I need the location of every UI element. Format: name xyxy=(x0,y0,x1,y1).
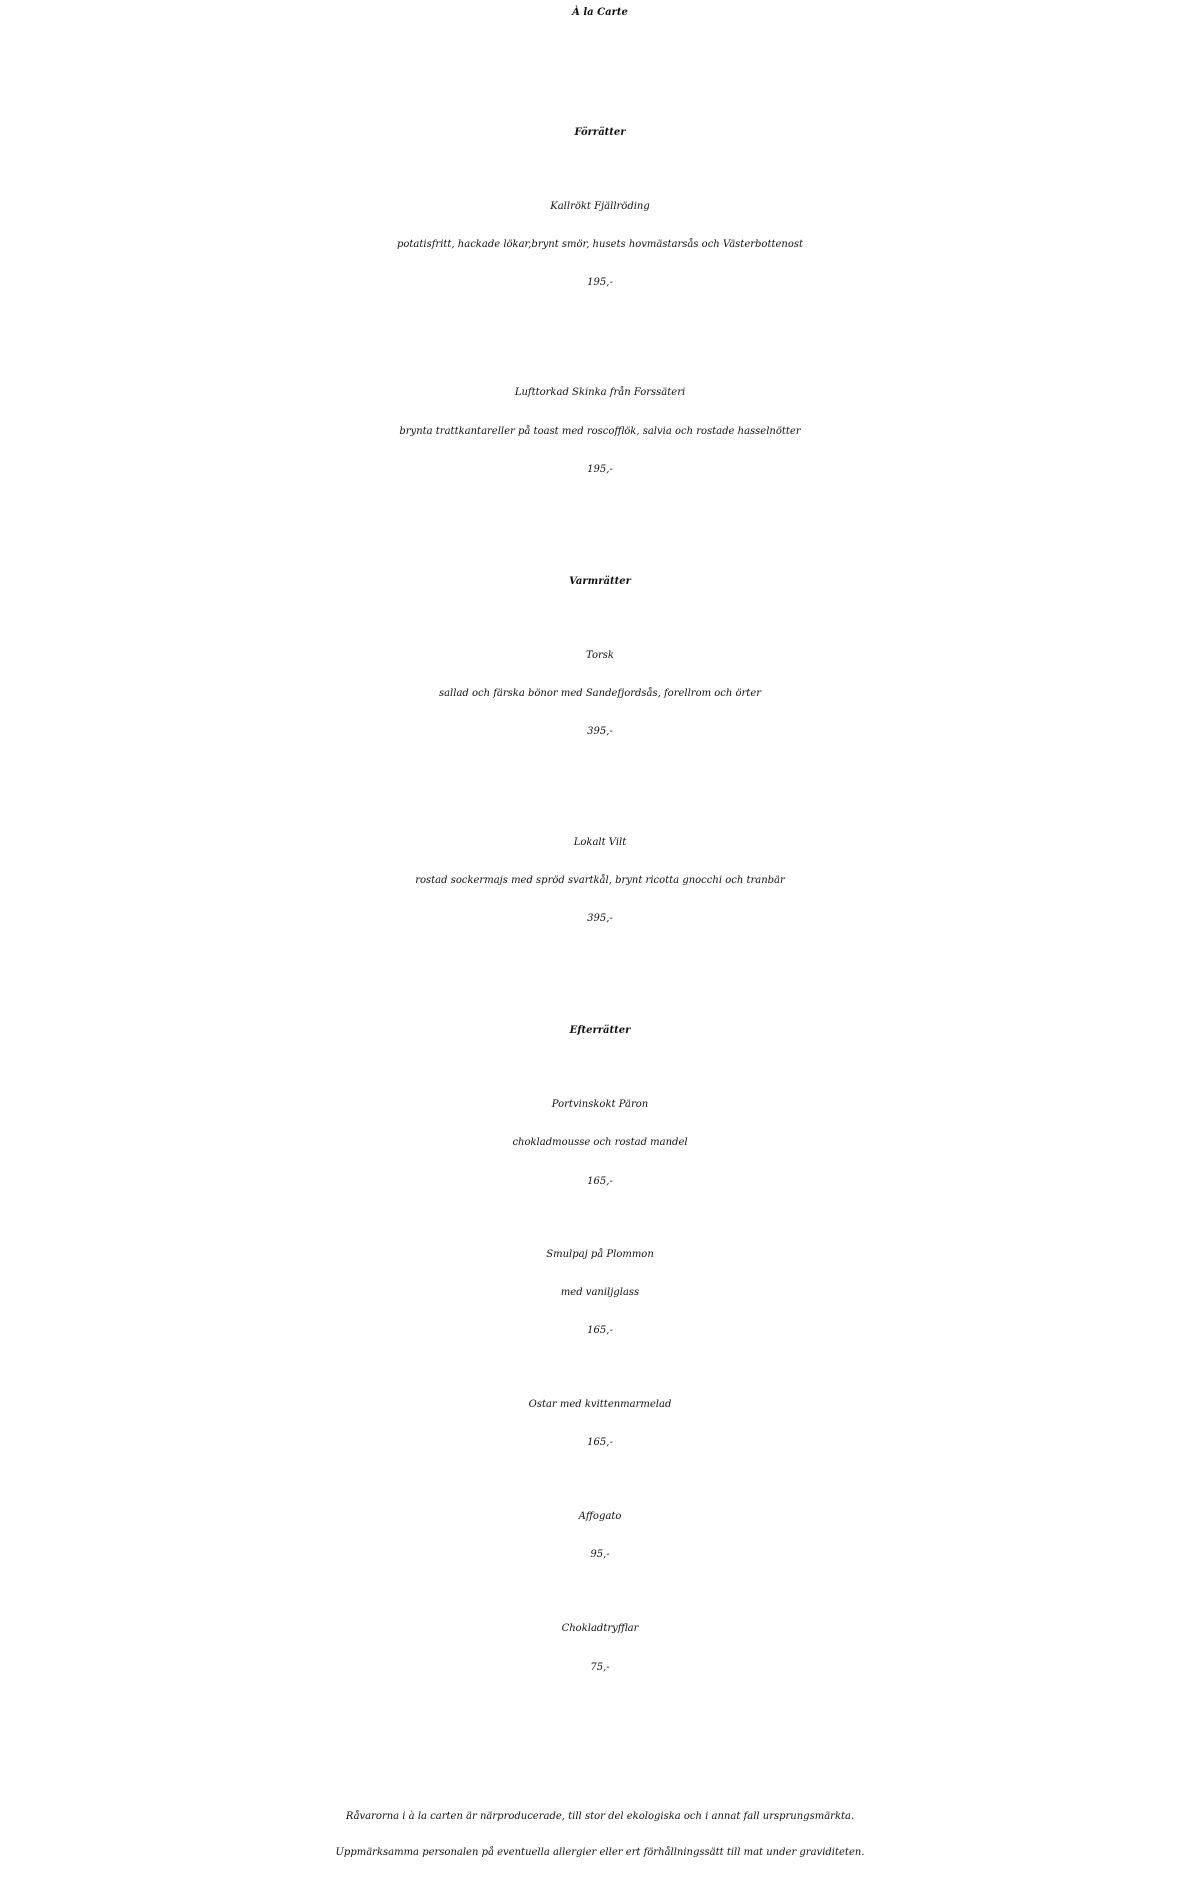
dish-name: Kallrökt Fjällröding xyxy=(550,201,650,212)
dish-name: Chokladtryfflar xyxy=(561,1623,639,1634)
dish-name: Ostar med kvittenmarmelad xyxy=(528,1399,672,1410)
dish-description: rostad sockermajs med spröd svartkål, brynt ricotta gnocchi och tranbär xyxy=(415,875,785,886)
dish-price: 395,- xyxy=(587,726,613,737)
dish-price: 395,- xyxy=(587,913,613,924)
dish-price: 75,- xyxy=(590,1662,610,1673)
dish-price: 95,- xyxy=(590,1549,610,1560)
footer-note-allergies: Uppmärksamma personalen på eventuella allergier eller ert förhållningssätt till mat under graviditeten. xyxy=(335,1847,865,1858)
page-title: À la Carte xyxy=(572,7,628,18)
dish-description: sallad och färska bönor med Sandefjordsås, forellrom och örter xyxy=(438,688,762,699)
dish-name: Portvinskokt Päron xyxy=(551,1099,649,1110)
dish-price: 165,- xyxy=(587,1437,613,1448)
footer-note-sourcing: Råvarorna i à la carten är närproducerade, till stor del ekologiska och i annat fall ursprungsmärkta. xyxy=(345,1811,855,1822)
section-heading-forratter: Förrätter xyxy=(574,127,626,138)
dish-price: 165,- xyxy=(587,1176,613,1187)
dish-price: 165,- xyxy=(587,1325,613,1336)
dish-price: 195,- xyxy=(587,277,613,288)
dish-name: Smulpaj på Plommon xyxy=(546,1249,654,1260)
dish-description: chokladmousse och rostad mandel xyxy=(512,1137,688,1148)
dish-name: Torsk xyxy=(586,650,614,661)
section-heading-efterratter: Efterrätter xyxy=(569,1025,631,1036)
dish-name: Lufttorkad Skinka från Forssäteri xyxy=(514,387,686,398)
dish-description: potatisfritt, hackade lökar,brynt smör, husets hovmästarsås och Västerbottenost xyxy=(396,239,804,250)
dish-description: med vaniljglass xyxy=(560,1287,640,1298)
dish-description: brynta trattkantareller på toast med roscofflök, salvia och rostade hasselnötter xyxy=(399,426,801,437)
dish-name: Affogato xyxy=(578,1511,622,1522)
dish-price: 195,- xyxy=(587,464,613,475)
section-heading-varmratter: Varmrätter xyxy=(569,576,631,587)
dish-name: Lokalt Vilt xyxy=(573,837,627,848)
